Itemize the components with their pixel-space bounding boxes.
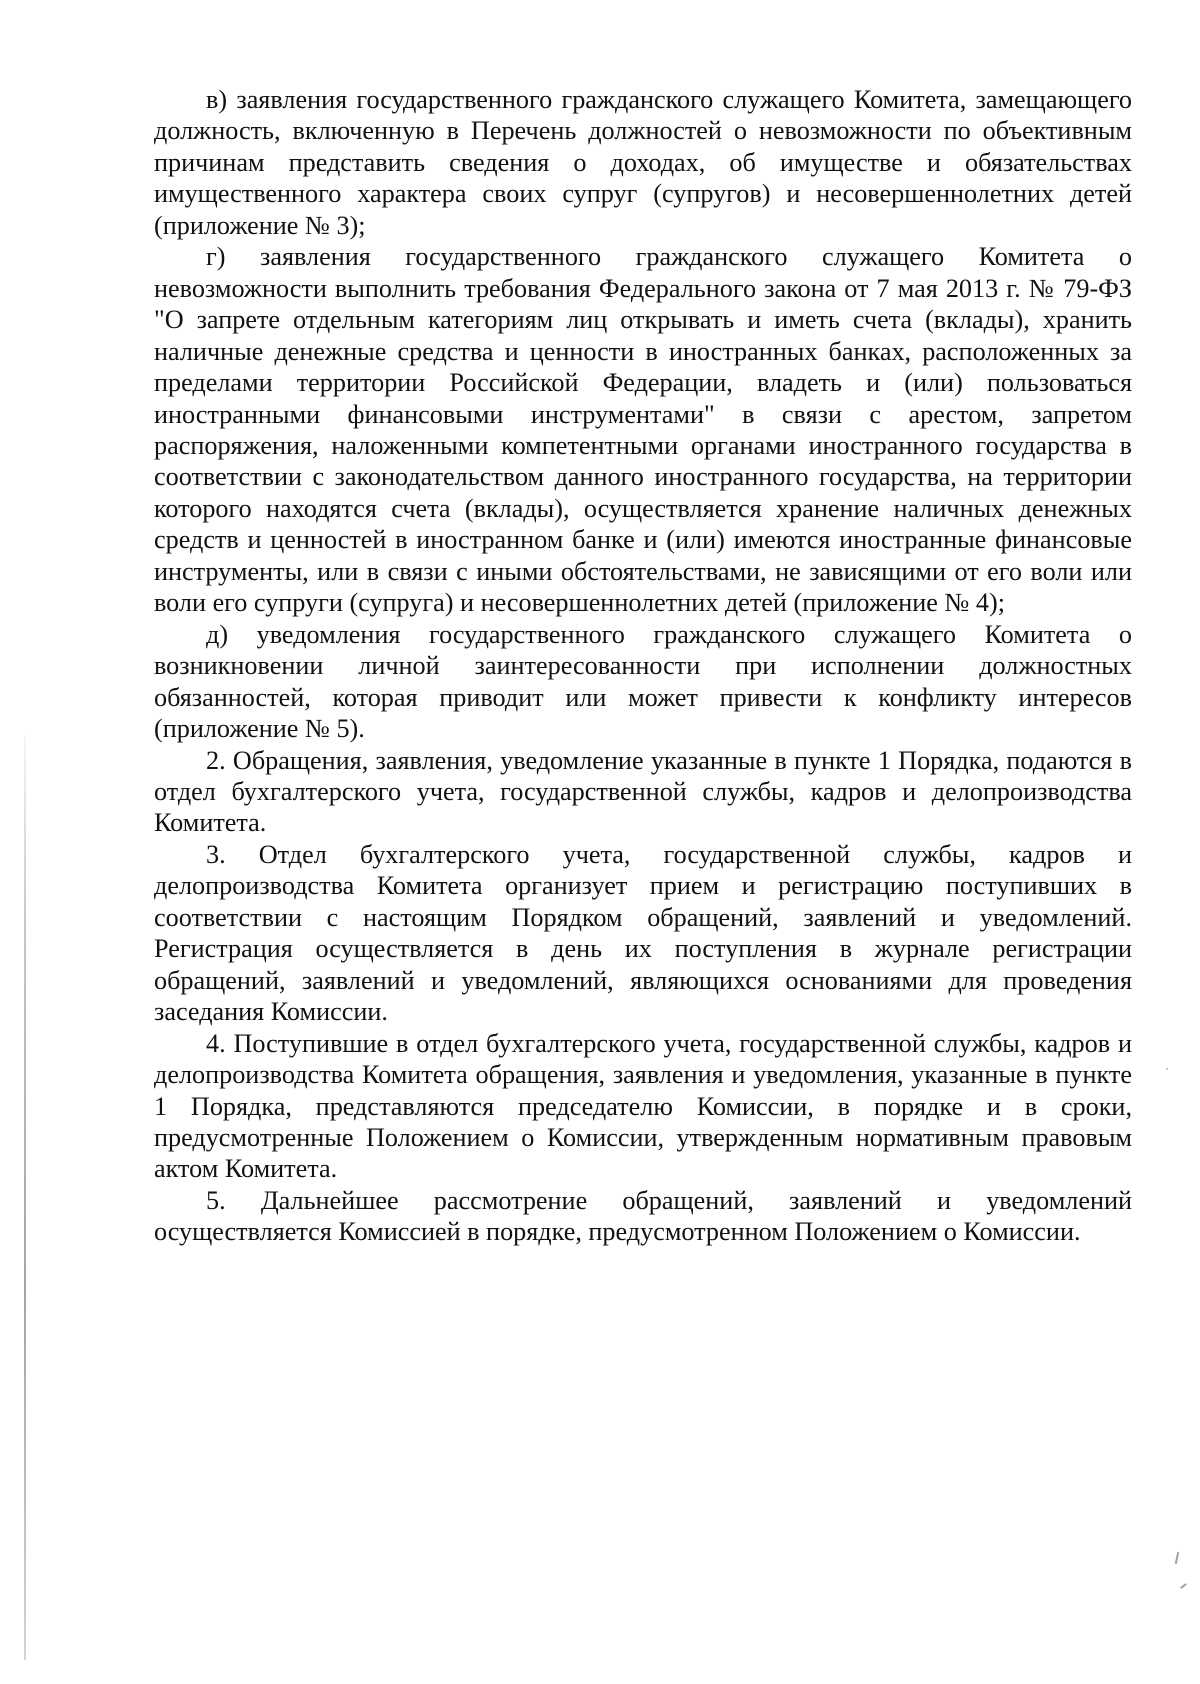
paragraph-d-notification: д) уведомления государственного гражданского служащего Комитета о возникновении личной заинтересованности при исполнении должностных обязанностей, которая приводит или может привести к конфликту интересов (приложение № 5). xyxy=(154,619,1132,744)
scan-speck xyxy=(1180,1583,1187,1589)
scan-speck xyxy=(1175,1552,1179,1564)
paragraph-4-transfer: 4. Поступившие в отдел бухгалтерского учета, государственной службы, кадров и делопроизводства Комитета обращения, заявления и уведомления, указанные в пункте 1 Порядка, представляются председателю Комиссии, в порядке и в сроки, предусмотренные Положением о Комиссии, утвержденным нормативным правовым актом Комитета. xyxy=(154,1028,1132,1184)
paragraph-g-statement: г) заявления государственного гражданского служащего Комитета о невозможности выполнить требования Федерального закона от 7 мая 2013 г. № 79-ФЗ "О запрете отдельным категориям лиц открывать и иметь счета (вклады), хранить наличные денежные средства и ценности в иностранных банках, расположенных за пределами территории Российской Федерации, владеть и (или) пользоваться иностранными финансовыми инструментами" в связи с арестом, запретом распоряжения, наложенными компетентными органами иностранного государства в соответствии с законодательством данного иностранного государства, на территории которого находятся счета (вклады), осуществляется хранение наличных денежных средств и ценностей в иностранном банке и (или) имеются иностранные финансовые инструменты, или в связи с иными обстоятельствами, не зависящими от его воли или воли его супруги (супруга) и несовершеннолетних детей (приложение № 4); xyxy=(154,242,1132,618)
scan-left-edge xyxy=(24,735,26,1660)
paragraph-3-registration: 3. Отдел бухгалтерского учета, государственной службы, кадров и делопроизводства Комитета организует прием и регистрацию поступивших в соответствии с настоящим Порядком обращений, заявлений и уведомлений. Регистрация осуществляется в день их поступления в журнале регистрации обращений, заявлений и уведомлений, являющихся основаниями для проведения заседания Комиссии. xyxy=(154,839,1132,1027)
paragraph-2-submission: 2. Обращения, заявления, уведомление указанные в пункте 1 Порядка, подаются в отдел бухгалтерского учета, государственной службы, кадров и делопроизводства Комитета. xyxy=(154,745,1132,838)
scan-speck xyxy=(1166,1068,1168,1070)
paragraph-5-consideration: 5. Дальнейшее рассмотрение обращений, заявлений и уведомлений осуществляется Комиссией в порядке, предусмотренном Положением о Комиссии. xyxy=(154,1185,1132,1247)
document-body xyxy=(154,84,1132,1248)
paragraph-v-statement: в) заявления государственного гражданского служащего Комитета, замещающего должность, включенную в Перечень должностей о невозможности по объективным причинам представить сведения о доходах, об имуществе и обязательствах имущественного характера своих супруг (супругов) и несовершеннолетних детей (приложение № 3); xyxy=(154,85,1132,240)
